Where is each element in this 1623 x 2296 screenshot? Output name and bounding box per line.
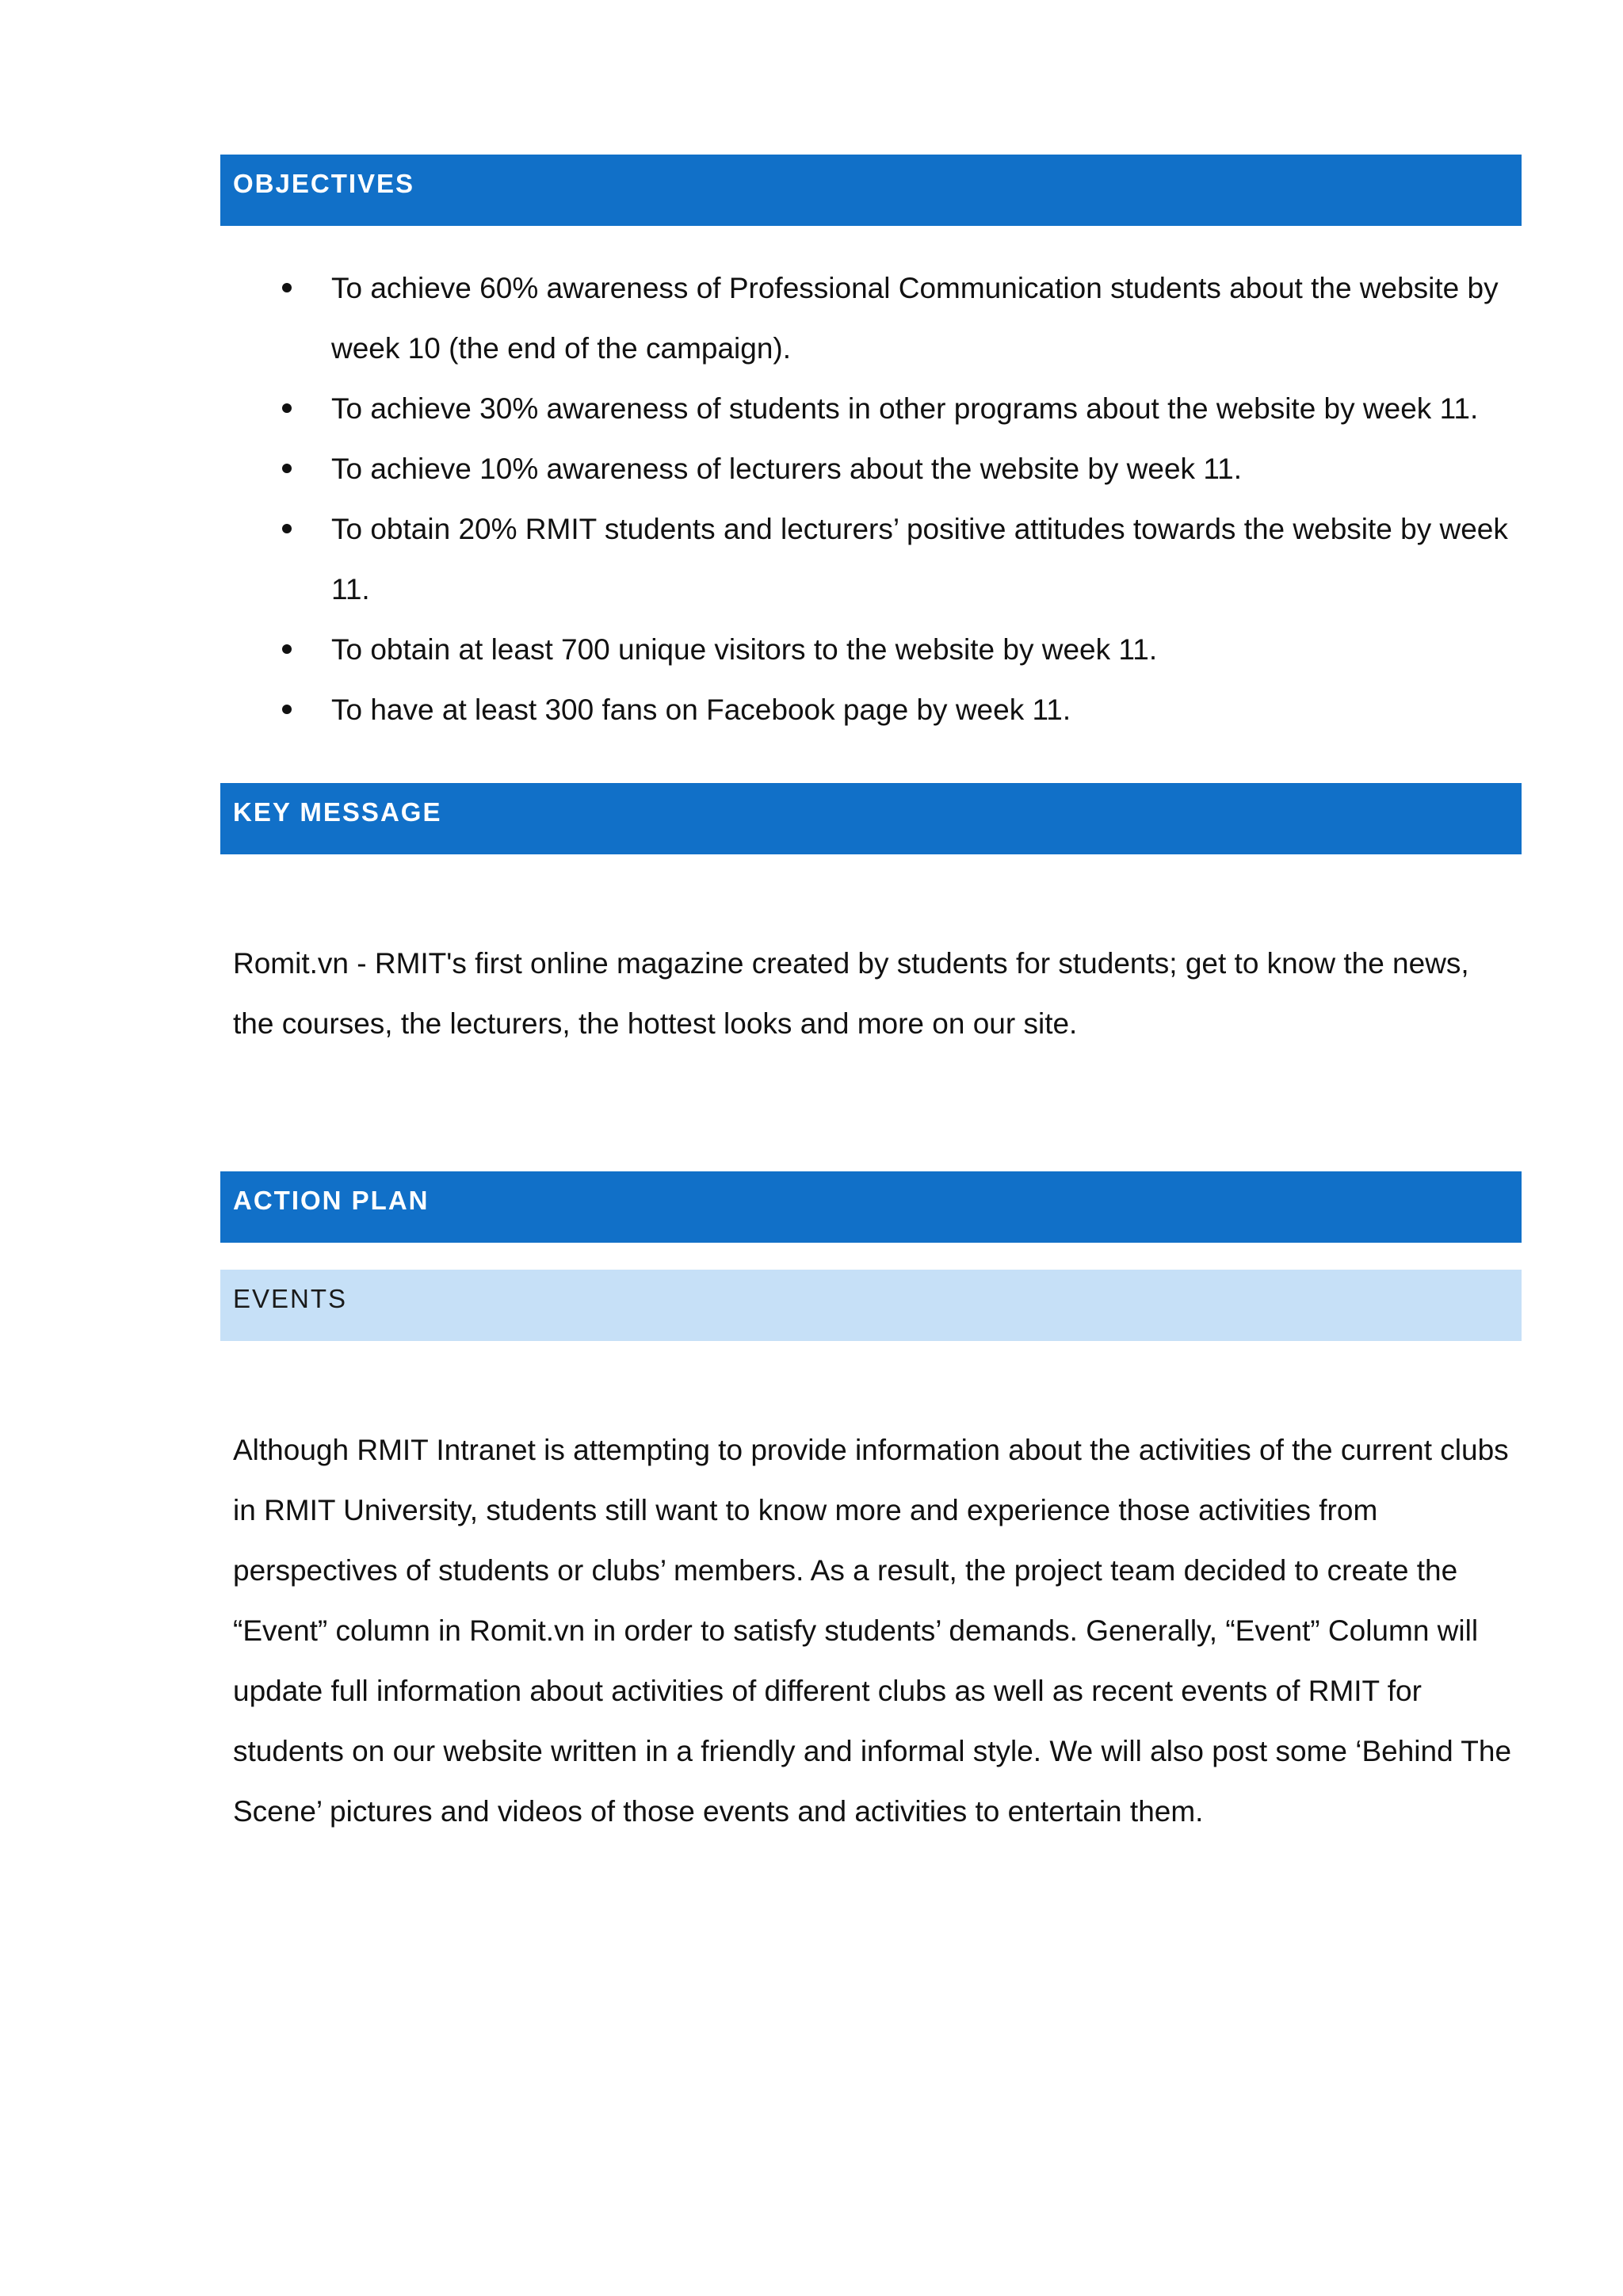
bullet-icon [282, 644, 292, 654]
objective-text: To achieve 60% awareness of Professional Communication students about the website by week 10 (the end of the campaign). [331, 272, 1499, 365]
list-item [277, 620, 1529, 680]
objectives-heading: OBJECTIVES [220, 155, 1522, 226]
events-text: Although RMIT Intranet is attempting to provide information about the activities of the current clubs in RMIT University, students still want to know more and experience those activities from perspectives of students or clubs’ members. As a result, the project team decided to create the “Event” column in Romit.vn in order to satisfy students’ demands. Generally, “Event” Column will update full information about activities of different clubs as well as recent events of RMIT for students on our website written in a friendly and informal style. We will also post some ‘Behind The Scene’ pictures and videos of those events and activities to entertain them. [233, 1434, 1512, 1828]
action-plan-heading: ACTION PLAN [220, 1171, 1522, 1243]
key-message-text: Romit.vn - RMIT's first online magazine created by students for students; get to know the news, the courses, the lecturers, the hottest looks and more on our site. [233, 947, 1469, 1040]
list-item [277, 499, 1529, 620]
list-item [277, 680, 1529, 740]
objective-text: To have at least 300 fans on Facebook page by week 11. [331, 693, 1071, 726]
key-message-paragraph [233, 934, 1517, 1054]
events-paragraph [233, 1420, 1517, 1842]
list-item [277, 379, 1529, 439]
key-message-heading: KEY MESSAGE [220, 783, 1522, 854]
objective-text: To obtain 20% RMIT students and lecturers’ positive attitudes towards the website by week 11. [331, 513, 1508, 606]
bullet-icon [282, 464, 292, 473]
bullet-icon [282, 283, 292, 292]
events-subheading: EVENTS [220, 1270, 1522, 1341]
bullet-icon [282, 524, 292, 533]
objectives-list [277, 258, 1529, 740]
objective-text: To obtain at least 700 unique visitors to the website by week 11. [331, 633, 1158, 666]
bullet-icon [282, 705, 292, 714]
list-item [277, 439, 1529, 499]
list-item [277, 258, 1529, 379]
bullet-icon [282, 403, 292, 413]
objective-text: To achieve 30% awareness of students in other programs about the website by week 11. [331, 392, 1479, 425]
objective-text: To achieve 10% awareness of lecturers about the website by week 11. [331, 453, 1243, 485]
